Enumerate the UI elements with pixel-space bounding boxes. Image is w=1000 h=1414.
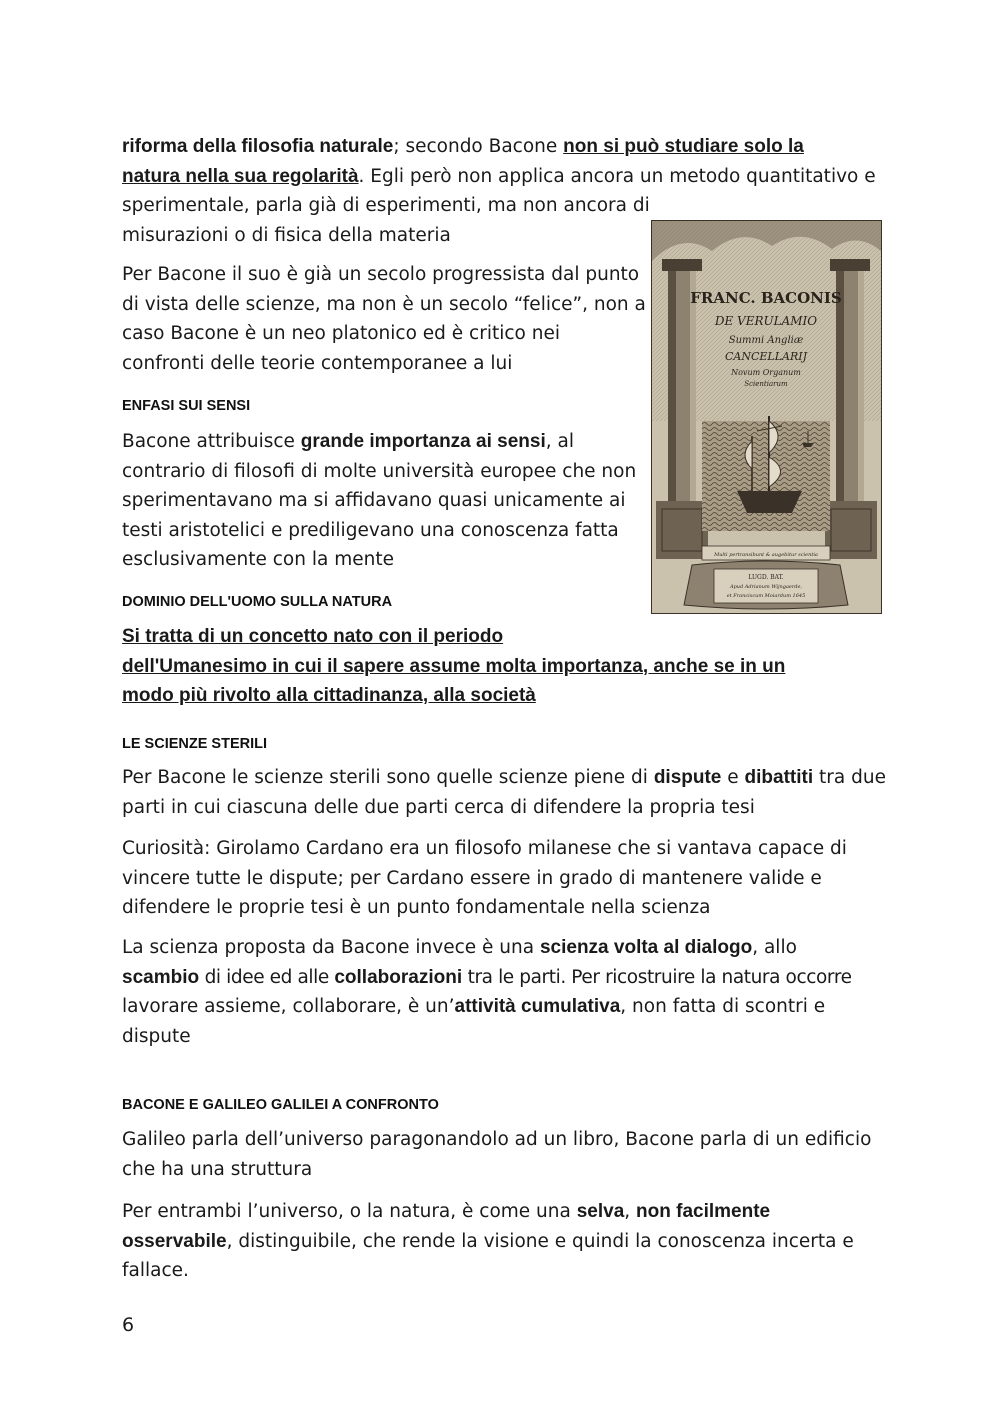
paragraph-galileo [122, 1125, 871, 1184]
paragraph-umanesimo [122, 622, 785, 711]
engraving-title-line: Scientiarum [744, 380, 788, 388]
text-run: , [624, 1201, 637, 1222]
text-run: e [721, 767, 745, 788]
bold-text: selva [576, 1201, 625, 1222]
engraving-illustration [652, 221, 881, 613]
engraving-imprint: LUGD. BAT. [748, 574, 784, 581]
text-run: ; secondo Bacone [393, 136, 564, 157]
bold-underlined-line: Si tratta di un concetto nato con il periodo [122, 626, 504, 647]
bold-text: scambio [122, 966, 200, 988]
engraving-title-line: DE VERULAMIO [714, 314, 818, 328]
text-line: caso Bacone è un neo platonico ed è critico nei [122, 323, 560, 344]
text-line: dispute [122, 1025, 191, 1047]
bold-text: dispute [653, 767, 722, 788]
paragraph-cardano [122, 834, 847, 923]
bold-text: collaborazioni [334, 966, 463, 988]
bold-text: attività cumulativa [454, 996, 621, 1017]
text-line: vincere tutte le dispute; per Cardano essere in grado di mantenere valide e [122, 867, 822, 889]
bold-text: scienza volta al dialogo [539, 937, 753, 958]
heading-scienze-sterili: LE SCIENZE STERILI [122, 736, 268, 752]
text-line: testi aristotelici e prediligevano una conoscenza fatta [122, 519, 619, 541]
text-line: misurazioni o di fisica della materia [122, 224, 451, 246]
text-run: , allo [752, 937, 797, 958]
paragraph-secolo [122, 260, 646, 378]
bold-text: osservabile [122, 1230, 227, 1252]
bold-underlined-line: modo più rivolto alla cittadinanza, alla società [122, 685, 536, 706]
bold-text: non facilmente [636, 1201, 771, 1222]
text-line: fallace. [122, 1260, 189, 1281]
paragraph-sterili [122, 763, 886, 822]
text-line: Galileo parla dell’universo paragonandolo ad un libro, Bacone parla di un edificio [122, 1129, 872, 1150]
text-run: Per Bacone le scienze sterili sono quelle scienze piene di [122, 767, 654, 788]
bold-underlined-line: dell'Umanesimo in cui il sapere assume molta importanza, anche se in un [122, 655, 786, 677]
text-run: . Egli però non applica ancora un metodo quantitativo e [358, 165, 876, 187]
text-run: tra le parti. Per ricostruire la natura occorre [462, 966, 852, 988]
page-number: 6 [122, 1314, 135, 1336]
engraving-title-line: CANCELLARIJ [724, 350, 808, 363]
paragraph-dialogo [122, 933, 852, 1051]
text-line: di vista delle scienze, ma non è un secolo “felice”, non a [122, 293, 646, 315]
bold-text: dibattiti [744, 767, 814, 788]
engraving-imprint: Apud Adrianum Wijngaerde, [729, 584, 803, 590]
engraving-title-line: Novum Organum [731, 368, 801, 377]
heading-enfasi-sui-sensi: ENFASI SUI SENSI [122, 398, 251, 414]
text-run: di idee ed alle [199, 966, 335, 988]
frontispiece-engraving [651, 220, 882, 614]
text-run: , al [545, 431, 574, 452]
paragraph-selva [122, 1197, 854, 1286]
text-run: , distinguibile, che rende la visione e quindi la conoscenza incerta e [226, 1230, 854, 1252]
text-run: La scienza proposta da Bacone invece è una [122, 937, 540, 958]
text-line: che ha una struttura [122, 1158, 313, 1180]
bold-underlined-text: non si può studiare solo la [563, 136, 804, 157]
text-run: Per entrambi l’universo, o la natura, è come una [122, 1201, 577, 1222]
engraving-title-line: FRANC. BACONIS [690, 289, 842, 307]
text-line: Curiosità: Girolamo Cardano era un filosofo milanese che si vantava capace di [122, 838, 847, 859]
text-line: difendere le proprie tesi è un punto fondamentale nella scienza [122, 897, 711, 918]
engraving-motto: Multi pertransibunt & augebitur scientia [714, 552, 818, 558]
paragraph-sensi [122, 427, 636, 575]
text-run: tra due [813, 767, 886, 788]
text-run: , non fatta di scontri e [620, 996, 826, 1017]
text-line: sperimentavano ma si affidavano quasi unicamente ai [122, 490, 626, 511]
text-line: Per Bacone il suo è già un secolo progressista dal punto [122, 264, 640, 285]
engraving-title-line: Summi Angliæ [728, 335, 804, 346]
heading-dominio: DOMINIO DELL'UOMO SULLA NATURA [122, 594, 393, 610]
text-line: confronti delle teorie contemporanee a lui [122, 352, 513, 374]
text-run: lavorare assieme, collaborare, è un’ [122, 996, 455, 1017]
text-line: esclusivamente con la mente [122, 549, 394, 570]
engraving-imprint: et Franciscum Moiardum 1645 [726, 593, 806, 599]
heading-bacone-galileo: BACONE E GALILEO GALILEI A CONFRONTO [122, 1097, 439, 1113]
bold-text: riforma della filosofia naturale [122, 136, 394, 157]
text-line: contrario di filosofi di molte università europee che non [122, 460, 637, 482]
bold-underlined-text: natura nella sua regolarità [122, 165, 359, 187]
bold-text: grande importanza ai sensi [300, 431, 546, 452]
text-line: sperimentale, parla già di esperimenti, ma non ancora di [122, 195, 650, 216]
text-run: Bacone attribuisce [122, 431, 301, 452]
text-line: parti in cui ciascuna delle due parti cerca di difendere la propria tesi [122, 796, 755, 818]
